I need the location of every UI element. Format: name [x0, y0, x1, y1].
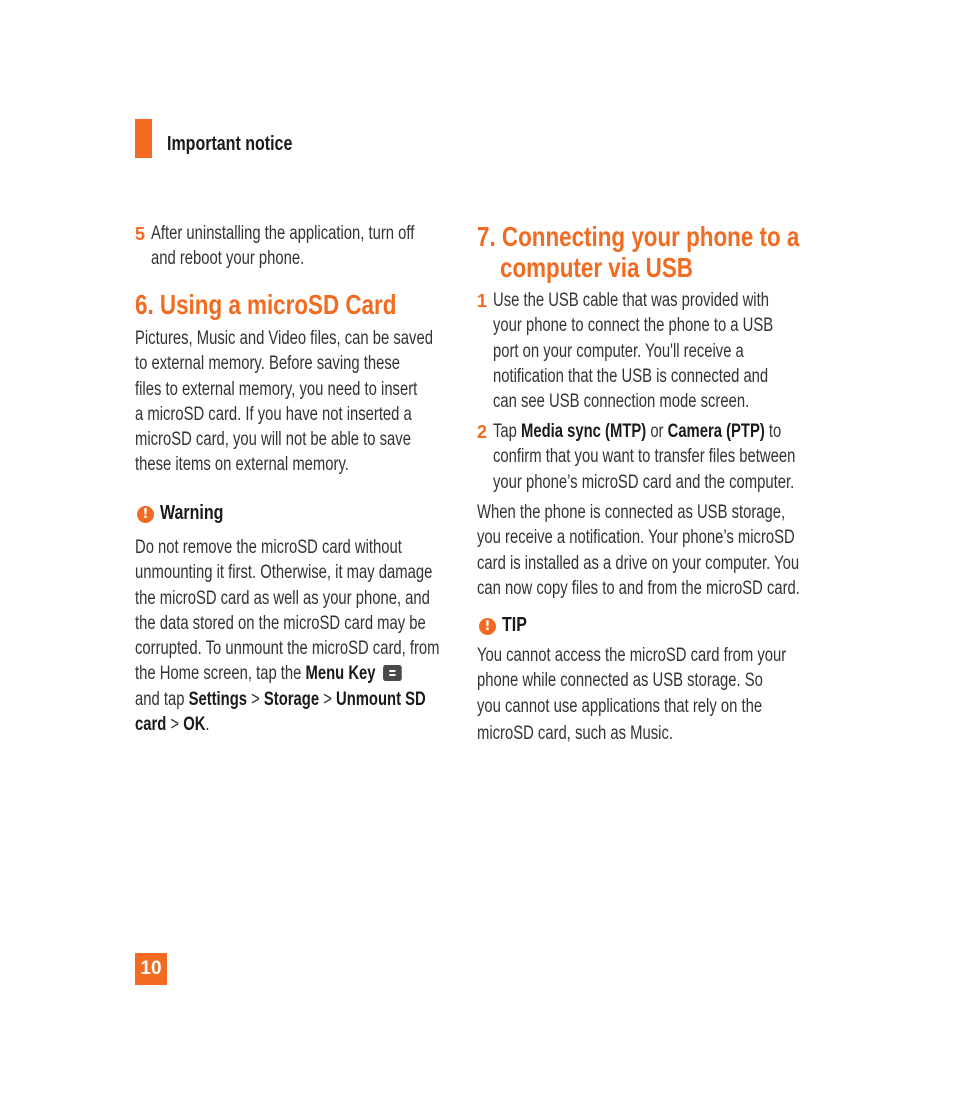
step-5-line: and reboot your phone. — [151, 248, 305, 270]
warning-title: Warning — [160, 502, 224, 524]
header-accent-bar — [135, 119, 152, 158]
step-1: 1 Use the USB cable that was provided with your phone to connect the phone to a USB port on your computer. You'll receive a notification that the USB is connected and can see USB connection mode screen. — [477, 290, 774, 413]
step-5 — [135, 221, 455, 272]
section-6-paragraph: Pictures, Music and Video files, can be saved to external memory. Before saving these files to external memory, you need to insert a microSD card. If you have not inserted a microSD card, you will not be able to save these items on external memory. — [135, 328, 433, 476]
step-number: 1 — [477, 291, 488, 311]
menu-key-label: Menu Key — [305, 663, 376, 685]
warning-paragraph: Do not remove the microSD card without unmounting it first. Otherwise, it may damage the microSD card as well as your phone, and the data stored on the microSD card may be corrupted. To unmount the microSD card, from the Home screen, tap the Menu Key and tap Settings > Storage > Unmount SD card > OK. — [135, 537, 440, 736]
step-2: 2 Tap Media sync (MTP) or Camera (PTP) to confirm that you want to transfer files between your phone’s microSD card and the computer. — [477, 421, 796, 493]
usb-storage-paragraph: When the phone is connected as USB storage, you receive a notification. Your phone’s microSD card is installed as a drive on your computer. You can now copy files to and from the microSD card. — [477, 502, 800, 599]
warning-heading — [137, 502, 239, 525]
tip-heading — [479, 614, 533, 637]
menu-key-icon — [383, 665, 402, 681]
header-title: Important notice — [167, 133, 293, 155]
tip-icon: ! — [479, 618, 496, 635]
step-number: 5 — [135, 224, 146, 244]
section-7-heading: 7. Connecting your phone to a computer via USB — [477, 221, 800, 283]
warning-icon: ! — [137, 506, 154, 523]
tip-paragraph: You cannot access the microSD card from your phone while connected as USB storage. So you cannot use applications that rely on the microSD card, such as Music. — [477, 645, 787, 744]
section-6-heading: 6. Using a microSD Card — [135, 289, 397, 320]
step-5-line: After uninstalling the application, turn off — [151, 223, 415, 244]
page-number: 10 — [135, 953, 167, 985]
step-number: 2 — [477, 422, 488, 442]
tip-title: TIP — [502, 614, 527, 636]
